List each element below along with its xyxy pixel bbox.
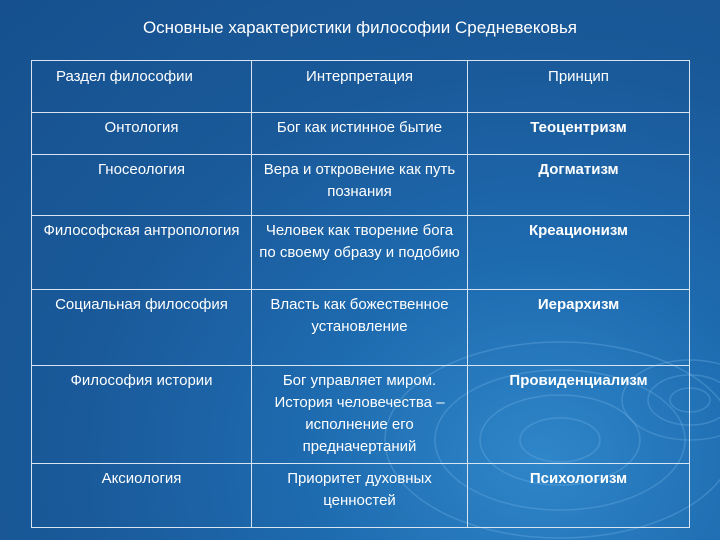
table-row <box>32 113 690 155</box>
table-header-row <box>32 61 690 113</box>
section-cell: Гносеология <box>32 155 252 216</box>
interpretation-cell: Приоритет духовных ценностей <box>252 464 468 528</box>
header-interpretation: Интерпретация <box>252 61 468 113</box>
table-row <box>32 290 690 366</box>
section-cell: Философия истории <box>32 366 252 464</box>
characteristics-table <box>31 60 690 528</box>
table-row <box>32 366 690 464</box>
section-cell: Социальная философия <box>32 290 252 366</box>
table-row <box>32 464 690 528</box>
interpretation-cell: Власть как божественное установление <box>252 290 468 366</box>
section-cell: Аксиология <box>32 464 252 528</box>
table-row <box>32 155 690 216</box>
principle-cell: Провиденциализм <box>468 366 690 464</box>
principle-cell: Психологизм <box>468 464 690 528</box>
header-principle: Принцип <box>468 61 690 113</box>
principle-cell: Догматизм <box>468 155 690 216</box>
principle-cell: Теоцентризм <box>468 113 690 155</box>
section-cell: Онтология <box>32 113 252 155</box>
interpretation-cell: Бог как истинное бытие <box>252 113 468 155</box>
table-row <box>32 216 690 290</box>
principle-cell: Креационизм <box>468 216 690 290</box>
principle-cell: Иерархизм <box>468 290 690 366</box>
header-section: Раздел философии <box>32 61 252 113</box>
interpretation-cell: Бог управляет миром. История человечества – исполнение его предначертаний <box>252 366 468 464</box>
slide-title: Основные характеристики философии Средневековья <box>142 18 578 37</box>
interpretation-cell: Человек как творение бога по своему образу и подобию <box>252 216 468 290</box>
interpretation-cell: Вера и откровение как путь познания <box>252 155 468 216</box>
section-cell: Философская антропология <box>32 216 252 290</box>
